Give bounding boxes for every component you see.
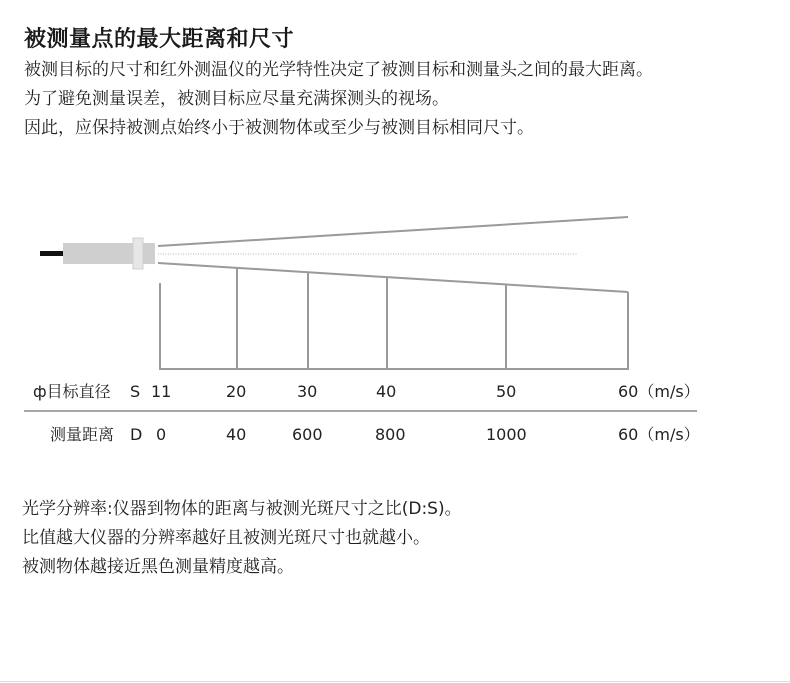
row-s-value-3: 30 (297, 382, 318, 401)
outro-line-2: 比值越大仪器的分辨率越好且被测光斑尺寸也就越小。 (22, 528, 430, 548)
page-title: 被测量点的最大距离和尺寸 (24, 27, 295, 52)
row-d-value-2: 40 (226, 425, 247, 444)
outro-line-3: 被测物体越接近黑色测量精度越高。 (22, 557, 294, 577)
row-d-value-4: 800 (375, 425, 406, 444)
probe-cable (40, 251, 64, 256)
row-d-value-6: 60（m/s） (618, 425, 700, 444)
row-s-label: ф目标直径 (33, 382, 111, 401)
intro-line-3: 因此，应保持被测点始终小于被测物体或至少与被测目标相同尺寸。 (24, 118, 534, 138)
row-s-symbol: S (130, 382, 141, 401)
probe-tip (143, 243, 155, 264)
outro-paragraph (22, 495, 462, 582)
row-s-value-5: 50 (496, 382, 517, 401)
bottom-divider (0, 681, 790, 682)
row-d-value-3: 600 (292, 425, 323, 444)
probe-body (63, 243, 133, 264)
row-d-value-1: 0 (156, 425, 167, 444)
row-d-label: 测量距离 (50, 425, 115, 444)
outro-line-1: 光学分辨率:仪器到物体的距离与被测光斑尺寸之比(D:S)。 (22, 499, 462, 519)
probe-ring (133, 238, 143, 269)
row-s-value-4: 40 (376, 382, 397, 401)
row-d-symbol: D (130, 425, 143, 444)
row-s-value-2: 20 (226, 382, 247, 401)
intro-line-1: 被测目标的尺寸和红外测温仪的光学特性决定了被测目标和测量头之间的最大距离。 (24, 60, 653, 80)
row-s-value-1: 11 (151, 382, 172, 401)
intro-line-2: 为了避免测量误差，被测目标应尽量充满探测头的视场。 (24, 89, 449, 109)
row-s-value-6: 60（m/s） (618, 382, 700, 401)
fov-lower-line (158, 263, 628, 292)
fov-upper-line (158, 217, 628, 246)
row-d-value-5: 1000 (486, 425, 527, 444)
